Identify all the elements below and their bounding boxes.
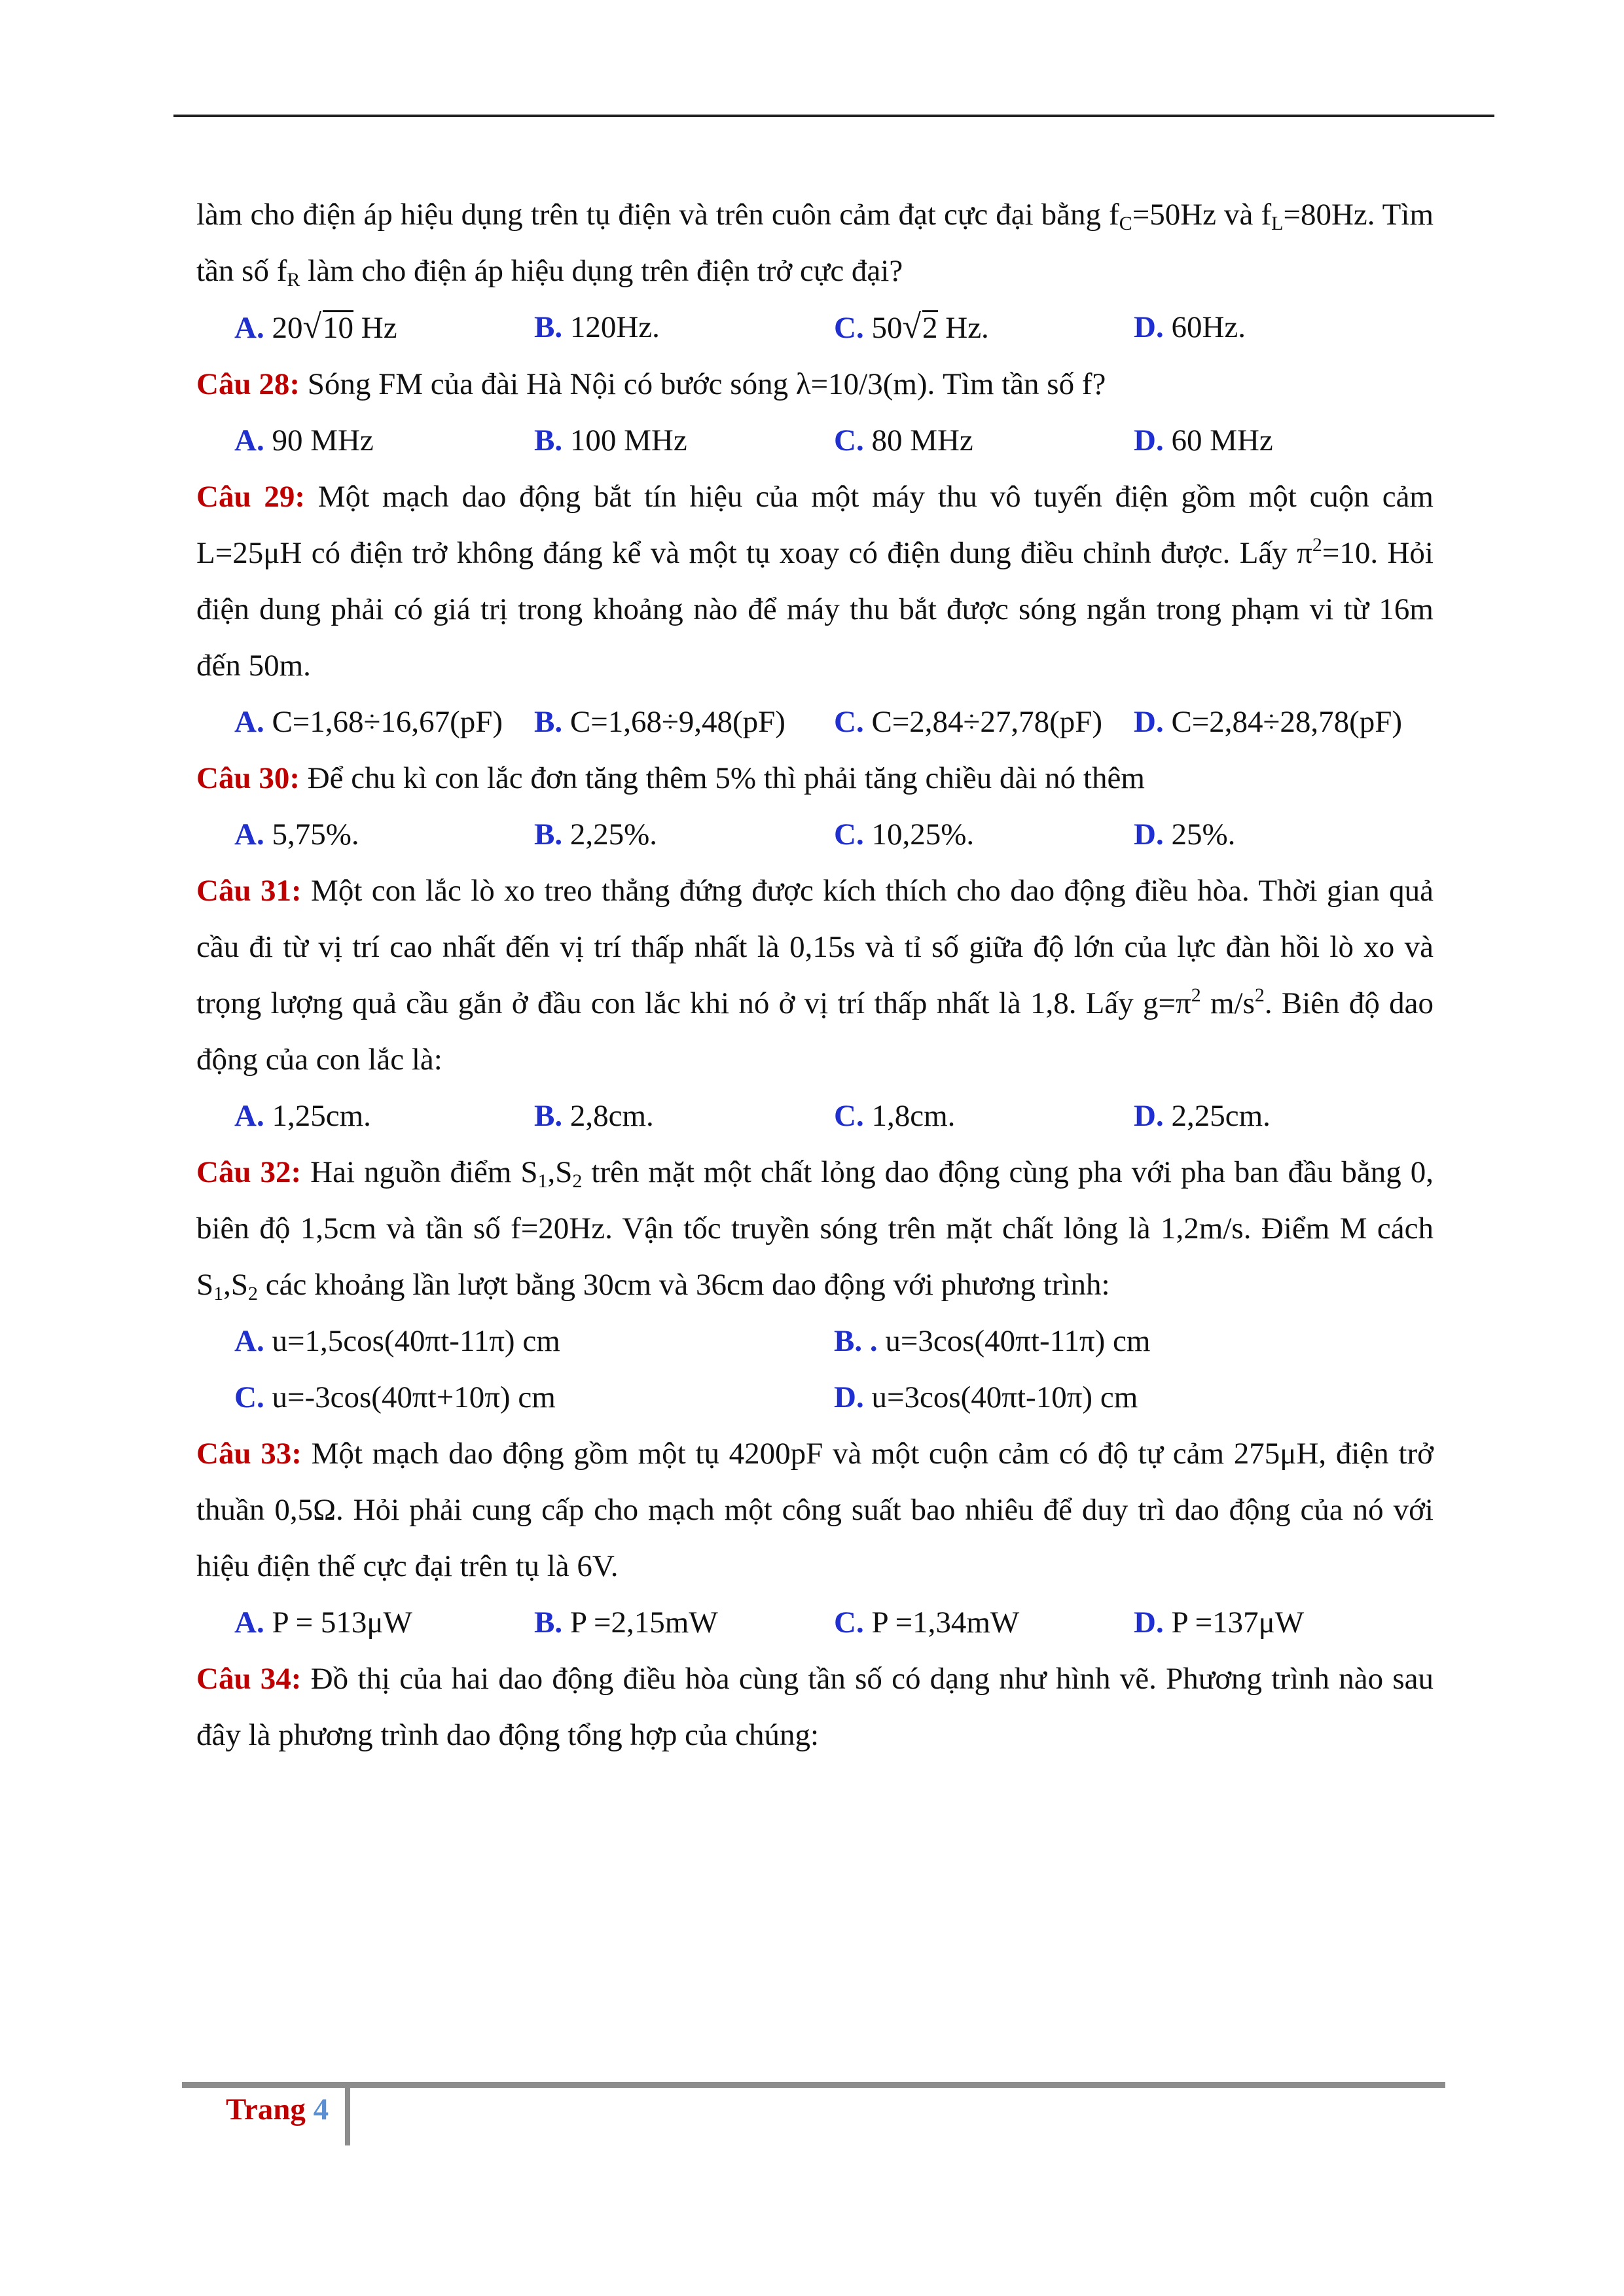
option-d[interactable]: D. 60 MHz [1134,423,1273,457]
q29-options [196,694,1434,750]
option-b[interactable]: B. 2,8cm. [534,1099,654,1133]
option-b[interactable]: B. 100 MHz [534,423,687,457]
q33-text: Câu 33: Một mạch dao động gồm một tụ 4200pF và một cuộn cảm có độ tự cảm 275μH, điện trở thuần 0,5Ω. Hỏi phải cung cấp cho mạch một công suất bao nhiêu để duy trì dao động của nó với hiệu điện thế cực đại trên tụ là 6V. [196,1437,1434,1583]
footer-divider [345,2085,350,2145]
sqrt-symbol: √2 [902,308,938,346]
option-b[interactable]: B. C=1,68÷9,48(pF) [534,705,785,739]
sqrt-symbol: √10 [302,308,353,346]
header-rule [173,115,1494,117]
option-c[interactable]: C. C=2,84÷27,78(pF) [834,705,1103,739]
option-d[interactable]: D. 2,25cm. [1134,1099,1271,1133]
option-a[interactable]: A. 5,75%. [234,817,359,852]
option-a[interactable]: A. 1,25cm. [234,1099,371,1133]
option-d[interactable]: D. 25%. [1134,817,1236,852]
q29-text: Câu 29: Một mạch dao động bắt tín hiệu của một máy thu vô tuyến điện gồm một cuộn cảm L=25μH có điện trở không đáng kể và một tụ xoay có điện dung điều chỉnh được. Lấy $\pi^2=10$. Hỏi điện dung phải có giá trị trong khoảng nào để máy thu bắt được sóng ngắn trong phạm vi từ 16m đến 50m. [196,480,1434,683]
option-c[interactable]: C. 50√2 Hz. [834,299,1134,356]
page-number: Trang 4 [226,2092,329,2126]
q33-options [196,1594,1434,1651]
q30-options [196,806,1434,863]
option-b[interactable]: B. 120Hz. [534,310,660,344]
option-d[interactable]: D. 60Hz. [1134,310,1246,344]
q31-options [196,1088,1434,1144]
option-a[interactable]: A. 90 MHz [234,423,374,457]
q32-text: Câu 32: Hai nguồn điểm $S_1,S_2$ trên mặt một chất lỏng dao động cùng pha với pha ban đầu bằng 0, biên độ 1,5cm và tần số f=20Hz. Vận tốc truyền sóng trên mặt chất lỏng là 1,2m/s. Điểm M cách $S_1,S_2$ các khoảng lần lượt bằng 30cm và 36cm dao động với phương trình: [196,1155,1434,1304]
q27-options [196,299,1434,356]
option-a[interactable]: A. P = 513μW [234,1605,412,1640]
option-a[interactable]: A. C=1,68÷16,67(pF) [234,705,503,739]
option-a[interactable]: A. 20√10 Hz [234,299,534,356]
option-b[interactable]: B. P =2,15mW [534,1605,718,1640]
option-a[interactable]: A. u=1,5cos(40πt-11π) cm [234,1324,560,1358]
option-c[interactable]: C. u=-3cos(40πt+10π) cm [234,1380,556,1414]
q31-text: Câu 31: Một con lắc lò xo treo thẳng đứng được kích thích cho dao động điều hòa. Thời gian quả cầu đi từ vị trí cao nhất đến vị trí thấp nhất là 0,15s và tỉ số giữa độ lớn của lực đàn hồi lò xo và trọng lượng quả cầu gắn ở đầu con lắc khi nó ở vị trí thấp nhất là 1,8. Lấy $g=\pi^2$ $m/s^2$. Biên độ dao động của con lắc là: [196,874,1434,1077]
option-b[interactable]: B. . u=3cos(40πt-11π) cm [834,1324,1151,1358]
footer-rule [182,2082,1445,2088]
option-c[interactable]: C. 1,8cm. [834,1099,956,1133]
q34-text: Câu 34: Đồ thị của hai dao động điều hòa cùng tần số có dạng như hình vẽ. Phương trình nào sau đây là phương trình dao động tổng hợp của chúng: [196,1662,1434,1752]
option-c[interactable]: C. 80 MHz [834,423,973,457]
option-d[interactable]: D. C=2,84÷28,78(pF) [1134,705,1403,739]
option-c[interactable]: C. P =1,34mW [834,1605,1020,1640]
q32-options-row2 [196,1369,1434,1426]
q32-options-row1 [196,1313,1434,1369]
page-content [196,187,1434,1763]
option-b[interactable]: B. 2,25%. [534,817,658,852]
q27-text: làm cho điện áp hiệu dụng trên tụ điện và trên cuôn cảm đạt cực đại bằng $f_C=50Hz$ và $f_L=80Hz$. Tìm tần số $f_R$ làm cho điện áp hiệu dụng trên điện trở cực đại? [196,198,1434,291]
q30-text: Câu 30: Để chu kì con lắc đơn tăng thêm 5% thì phải tăng chiều dài nó thêm [196,761,1145,795]
option-d[interactable]: D. u=3cos(40πt-10π) cm [834,1380,1138,1414]
option-c[interactable]: C. 10,25%. [834,817,975,852]
q28-text: Câu 28: Sóng FM của đài Hà Nội có bước sóng λ=10/3(m). Tìm tần số f? [196,367,1106,401]
option-d[interactable]: D. P =137μW [1134,1605,1305,1640]
q28-options [196,412,1434,469]
